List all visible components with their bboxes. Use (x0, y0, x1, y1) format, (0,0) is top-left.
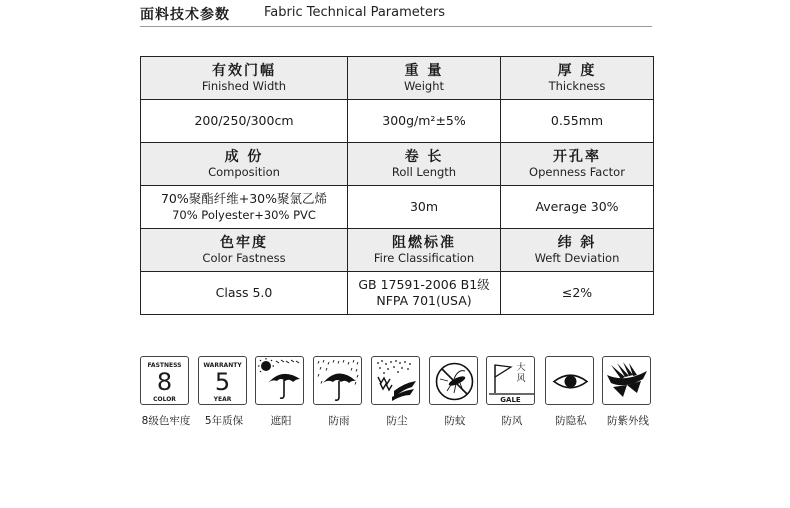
gale-label: GALE (500, 396, 521, 404)
param-value-cell (501, 186, 654, 229)
feature-item (545, 356, 597, 427)
parameters-table (140, 56, 654, 315)
feature-caption: 防隐私 (555, 415, 587, 427)
param-value: ≤2% (561, 285, 593, 300)
param-header-cell (141, 229, 348, 272)
param-header-cell (501, 229, 654, 272)
param-value: GB 17591-2006 B1级 (358, 277, 490, 292)
param-value-cell (348, 186, 501, 229)
param-name-en: Composition (208, 165, 280, 179)
param-value-cell (141, 186, 348, 229)
feature-item (429, 356, 481, 427)
feature-item (140, 356, 192, 427)
section-title-cn: 面料技术参数 (140, 7, 230, 23)
rain-umbrella-icon (313, 356, 362, 405)
section-title-en: Fabric Technical Parameters (264, 5, 445, 20)
header-row (141, 57, 654, 100)
param-value-cell (348, 100, 501, 143)
flag-caption: 大风 (516, 363, 526, 384)
param-name-en: Color Fastness (202, 251, 286, 265)
sun-umbrella-icon (255, 356, 304, 405)
param-value: Average 30% (535, 199, 619, 214)
wind-flag-icon (486, 356, 535, 405)
param-name-cn: 重 量 (404, 63, 444, 79)
feature-caption: 防紫外线 (607, 415, 649, 427)
header-row (141, 143, 654, 186)
feature-caption: 遮阳 (270, 415, 292, 427)
uv-shield-icon (602, 356, 651, 405)
param-name-cn: 卷 长 (404, 149, 444, 165)
badge-number: 8 (156, 368, 173, 396)
param-value-cell (501, 272, 654, 315)
param-value-secondary: 70% Polyester+30% PVC (172, 208, 316, 222)
header-row (141, 229, 654, 272)
feature-caption: 防风 (501, 415, 523, 427)
feature-caption: 防蚊 (444, 415, 466, 427)
badge-top-label: FASTNESS (147, 362, 182, 369)
eye-icon (545, 356, 594, 405)
param-name-en: Thickness (548, 79, 606, 93)
param-value-cell (141, 100, 348, 143)
mosquito-icon (429, 356, 478, 405)
feature-caption: 8级色牢度 (141, 415, 191, 427)
feature-item (198, 356, 250, 427)
feature-item (313, 356, 365, 427)
feature-caption: 防雨 (328, 415, 350, 427)
badge-bottom-label: YEAR (213, 396, 232, 403)
param-value-cell (141, 272, 348, 315)
param-header-cell (141, 57, 348, 100)
param-header-cell (501, 57, 654, 100)
param-value: 0.55mm (550, 113, 604, 128)
param-name-cn: 成 份 (224, 149, 264, 165)
param-value: Class 5.0 (215, 285, 273, 300)
feature-item (486, 356, 538, 427)
param-name-en: Roll Length (391, 165, 457, 179)
fastness-badge-icon (140, 356, 189, 405)
header-divider (140, 26, 652, 27)
param-header-cell (348, 57, 501, 100)
param-value: 70%聚酯纤维+30%聚氯乙烯 (160, 191, 328, 206)
feature-item (371, 356, 423, 427)
param-header-cell (348, 229, 501, 272)
param-name-en: Fire Classification (373, 251, 475, 265)
param-header-cell (348, 143, 501, 186)
feature-item (255, 356, 307, 427)
param-value-secondary: NFPA 701(USA) (376, 293, 472, 308)
param-name-cn: 色牢度 (220, 235, 268, 251)
feature-caption: 防尘 (386, 415, 408, 427)
param-name-en: Finished Width (201, 79, 287, 93)
value-row (141, 100, 654, 143)
value-row (141, 272, 654, 315)
feature-caption: 5年质保 (204, 415, 244, 427)
feature-icon-row (140, 356, 660, 436)
section-header (140, 2, 652, 27)
value-row (141, 186, 654, 229)
param-value: 30m (409, 199, 439, 214)
param-value-cell (501, 100, 654, 143)
warranty-badge-icon (198, 356, 247, 405)
badge-number: 5 (214, 368, 231, 396)
param-name-cn: 纬 斜 (557, 235, 597, 251)
param-name-cn: 开孔率 (553, 149, 601, 165)
badge-top-label: WARRANTY (203, 362, 242, 369)
param-name-en: Weight (403, 79, 445, 93)
param-header-cell (141, 143, 348, 186)
param-name-en: Weft Deviation (534, 251, 620, 265)
param-value-cell (348, 272, 501, 315)
param-name-cn: 阻燃标准 (392, 235, 456, 251)
param-name-cn: 有效门幅 (212, 63, 276, 79)
feature-item (602, 356, 654, 427)
param-name-cn: 厚 度 (557, 63, 597, 79)
badge-bottom-label: COLOR (153, 396, 176, 403)
param-name-en: Openness Factor (529, 165, 625, 179)
param-header-cell (501, 143, 654, 186)
param-value: 200/250/300cm (194, 113, 294, 128)
dust-icon (371, 356, 420, 405)
param-value: 300g/m²±5% (382, 113, 466, 128)
